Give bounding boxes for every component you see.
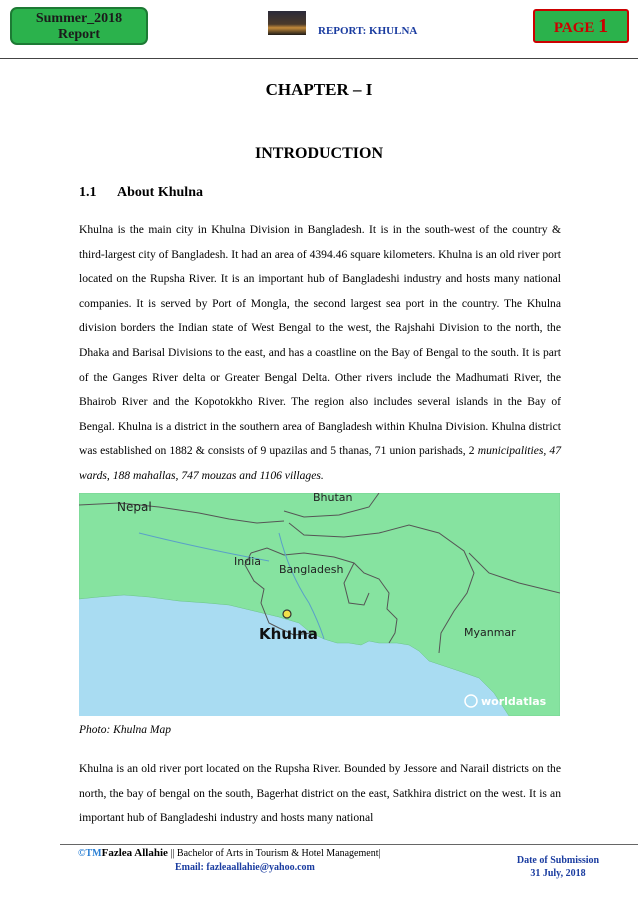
section-number: 1.1	[79, 185, 97, 200]
paragraph-1-text: Khulna is the main city in Khulna Division in Bangladesh. It is in the south-west of the country & third-largest city of Bangladesh. It had an area of 4394.46 square kilometers. Khulna is an old river port located on the Rupsha River. It is an important hub of Bangladeshi industry and hosts many national companies. It is served by Port of Mongla, the second largest sea port in the country. The Khulna division borders the Indian state of West Bengal to the west, the Rajshahi Division to the north, the Dhaka and Barisal Divisions to the east, and has a coastline on the Bay of Bengal to the south. It is part of the Ganges River delta or Greater Bengal Delta. Other rivers include the Madhumati River, the Bhairob River and the Kopotokkho River. The region also includes several islands in the Bay of Bengal. Khulna is a district in the southern area of Bangladesh within Khulna Division. Khulna district was established on 1882 & consists of 9 upazilas and 5 thanas, 71 union parishads, 2	[79, 223, 561, 458]
khulna-city-marker	[283, 610, 291, 618]
author-degree: || Bachelor of Arts in Tourism & Hotel Management|	[167, 848, 381, 859]
trademark-symbol: ©TM	[78, 848, 102, 859]
map-label-myanmar: Myanmar	[464, 626, 516, 639]
map-label-nepal: Nepal	[117, 500, 152, 514]
map-svg	[79, 493, 560, 716]
header-divider	[0, 58, 638, 59]
report-label: REPORT: KHULNA	[318, 25, 418, 37]
paragraph-about-khulna	[79, 218, 561, 489]
section-title: About Khulna	[117, 185, 203, 200]
badge-line-1: Summer_2018	[35, 11, 123, 26]
khulna-map-image	[79, 493, 560, 716]
summer-report-badge	[10, 7, 148, 45]
paragraph-1-italic: municipalities, 47 wards, 188 mahallas, 747 mouzas and 1106 villages.	[79, 444, 561, 482]
page-number-box	[533, 9, 629, 43]
page-number: 1	[598, 15, 609, 37]
section-heading	[79, 185, 203, 201]
footer-author-line	[78, 847, 380, 859]
map-label-khulna: Khulna	[259, 625, 318, 643]
map-label-bangladesh: Bangladesh	[279, 563, 344, 576]
map-caption: Photo: Khulna Map	[79, 724, 171, 736]
header-thumbnail-image	[268, 11, 306, 35]
submission-date-label: Date of Submission	[516, 855, 600, 866]
paragraph-location: Khulna is an old river port located on the Rupsha River. Bounded by Jessore and Narail districts on the north, the bay of bengal on the south, Bagerhat district on the east, Satkhira district on the west. It is an important hub of Bangladeshi industry and hosts many national	[79, 762, 561, 825]
map-label-bhutan: Bhutan	[313, 493, 353, 504]
page-label: PAGE	[553, 20, 595, 36]
footer-email: Email: fazleaallahie@yahoo.com	[175, 862, 315, 873]
introduction-title: INTRODUCTION	[254, 145, 383, 162]
badge-line-2: Report	[58, 27, 100, 42]
map-label-india: India	[234, 555, 261, 568]
chapter-title: CHAPTER – I	[265, 80, 373, 99]
map-label-worldatlas: worldatlas	[481, 695, 547, 708]
footer-divider	[60, 844, 638, 845]
submission-date-block	[503, 854, 613, 880]
submission-date-value: 31 July, 2018	[530, 868, 586, 879]
author-name: Fazlea Allahie	[101, 847, 168, 859]
